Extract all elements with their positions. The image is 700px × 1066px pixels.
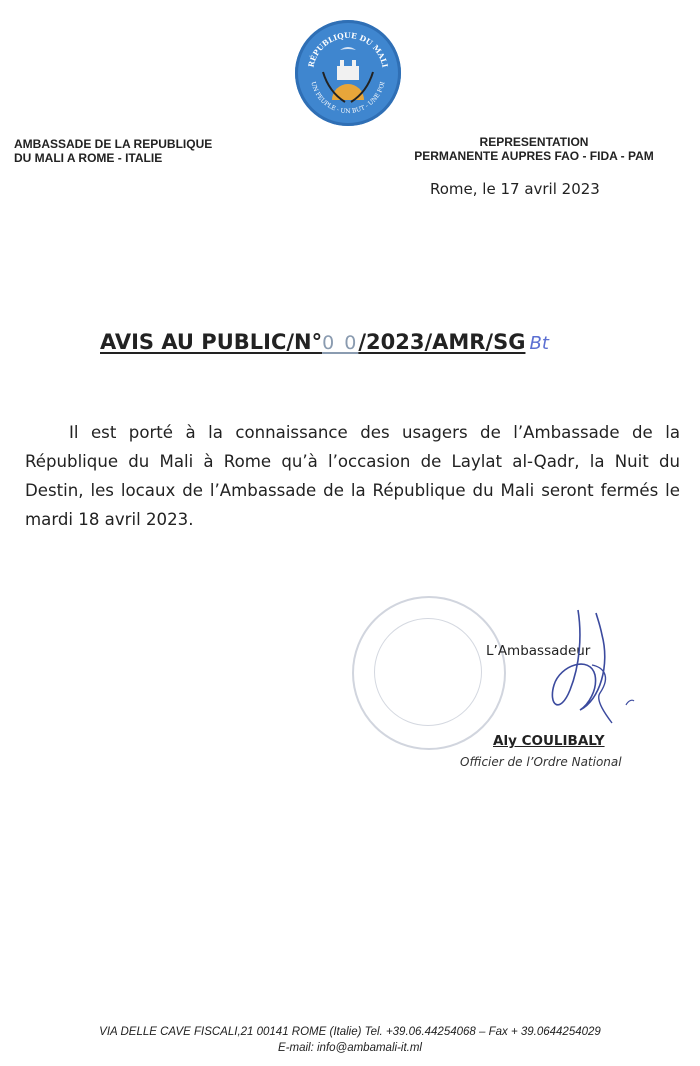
seal-top-text: RÉPUBLIQUE DU MALI [306, 30, 390, 69]
embassy-line-2: DU MALI A ROME - ITALIE [14, 151, 163, 165]
seal-motto: UN PEUPLE - UN BUT - UNE FOI [309, 80, 387, 116]
mosque-icon [337, 66, 359, 80]
seal-artwork [295, 20, 401, 126]
signatory-name: Aly COULIBALY [493, 733, 605, 749]
embassy-line-1: AMBASSADE DE LA REPUBLIQUE [14, 137, 213, 151]
footer-address: VIA DELLE CAVE FISCALI,21 00141 ROME (Italie) Tel. +39.06.44254068 – Fax + 39.0644254029 [99, 1026, 601, 1038]
notice-body-text: Il est porté à la connaissance des usagers de l’Ambassade de la République du Mali à Rome qu’à l’occasion de Laylat al-Qadr, la Nuit du Destin, les locaux de l’Ambassade de la République du Mali seront fermés le mardi 18 avril 2023. [25, 423, 680, 529]
notice-title-prefix: AVIS AU PUBLIC/N° [100, 330, 323, 354]
signatory-title: Officier de l’Ordre National [460, 755, 622, 769]
representation-line-1: REPRESENTATION [479, 135, 589, 149]
notice-body [25, 418, 680, 534]
sun-icon [332, 84, 364, 100]
embassy-header [14, 137, 274, 165]
bird-icon [340, 47, 356, 50]
notice-title [100, 330, 549, 354]
signatory-role: L’Ambassadeur [486, 643, 591, 659]
representation-header [380, 135, 688, 163]
ink-initials: Bt [529, 333, 549, 354]
notice-number-stamp: 0 0 [322, 332, 359, 354]
official-stamp-inner-ring [374, 618, 482, 726]
footer-email: E-mail: info@ambamali-it.ml [278, 1042, 422, 1054]
notice-title-suffix: /2023/AMR/SG [358, 330, 526, 354]
place-date: Rome, le 17 avril 2023 [430, 180, 600, 198]
handwritten-signature [540, 605, 640, 735]
mali-seal-emblem [295, 20, 401, 126]
representation-line-2: PERMANENTE AUPRES FAO - FIDA - PAM [414, 149, 654, 163]
